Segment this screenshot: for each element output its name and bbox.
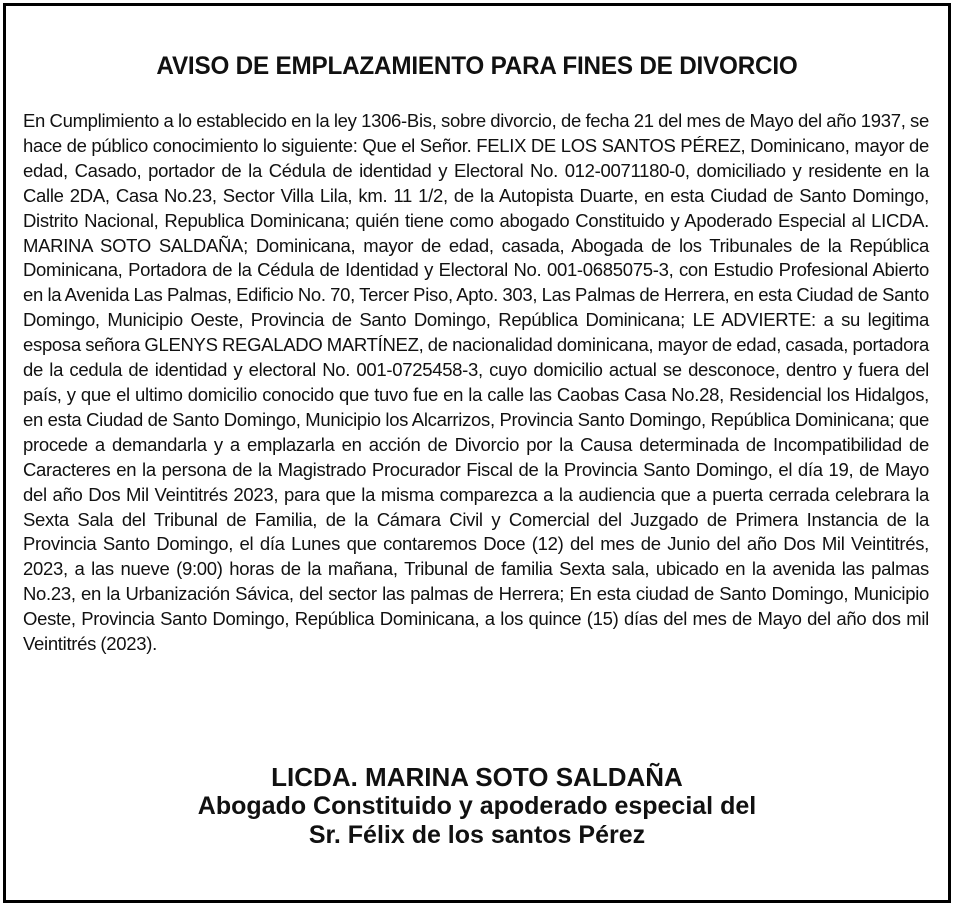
legal-notice [3, 3, 951, 903]
notice-title: AVISO DE EMPLAZAMIENTO PARA FINES DE DIVORCIO [156, 52, 798, 80]
signature-block [6, 763, 948, 850]
signer-name: LICDA. MARINA SOTO SALDAÑA [271, 762, 683, 792]
notice-body: En Cumplimiento a lo establecido en la ley 1306-Bis, sobre divorcio, de fecha 21 del mes de Mayo del año 1937, se hace de público conocimiento lo siguiente: Que el Señor. FELIX DE LOS SANTOS PÉREZ, Dominicano, mayor de edad, Casado, portador de la Cédula de identidad y Electoral No. 012-0071180-0, domiciliado y residente en la Calle 2DA, Casa No.23, Sector Villa Lila, km. 11 1/2, de la Autopista Duarte, en esta Ciudad de Santo Domingo, Distrito Nacional, Republica Dominicana; quién tiene como abogado Constituido y Apoderado Especial al LICDA. MARINA SOTO SALDAÑA; Dominicana, mayor de edad, casada, Abogada de los Tribunales de la República Dominicana, Portadora de la Cédula de Identidad y Electoral No. 001-0685075-3, con Estudio Profesional Abierto en la Avenida Las Palmas, Edificio No. 70, Tercer Piso, Apto. 303, Las Palmas de Herrera, en esta Ciudad de Santo Domingo, Municipio Oeste, Provincia de Santo Domingo, República Dominicana; LE ADVIERTE: a su legitima esposa señora GLENYS REGALADO MARTÍNEZ, de nacionalidad dominicana, mayor de edad, casada, portadora de la cedula de identidad y electoral No. 001-0725458-3, cuyo domicilio actual se desconoce, dentro y fuera del país, y que el ultimo domicilio conocido que tuvo fue en la calle las Caobas Casa No.28, Residencial los Hidalgos, en esta Ciudad de Santo Domingo, Municipio los Alcarrizos, Provincia Santo Domingo, República Dominicana; que procede a demandarla y a emplazarla en acción de Divorcio por la Causa determinada de Incompatibilidad de Caracteres en la persona de la Magistrado Procurador Fiscal de la Provincia Santo Domingo, el día 19, de Mayo del año Dos Mil Veintitrés 2023, para que la misma comparezca a la audiencia que a puerta cerrada celebrara la Sexta Sala del Tribunal de Familia, de la Cámara Civil y Comercial del Juzgado de Primera Instancia de la Provincia Santo Domingo, el día Lunes que contaremos Doce (12) del mes de Junio del año Dos Mil Veintitrés, 2023, a las nueve (9:00) horas de la mañana, Tribunal de familia Sexta sala, ubicado en la avenida las palmas No.23, en la Urbanización Sávica, del sector las palmas de Herrera; En esta ciudad de Santo Domingo, Municipio Oeste, Provincia Santo Domingo, República Dominicana, a los quince (15) días del mes de Mayo del año dos mil Veintitrés (2023). [23, 110, 929, 655]
signer-client: Sr. Félix de los santos Pérez [308, 821, 646, 849]
signer-role: Abogado Constituido y apoderado especial del [197, 792, 757, 820]
